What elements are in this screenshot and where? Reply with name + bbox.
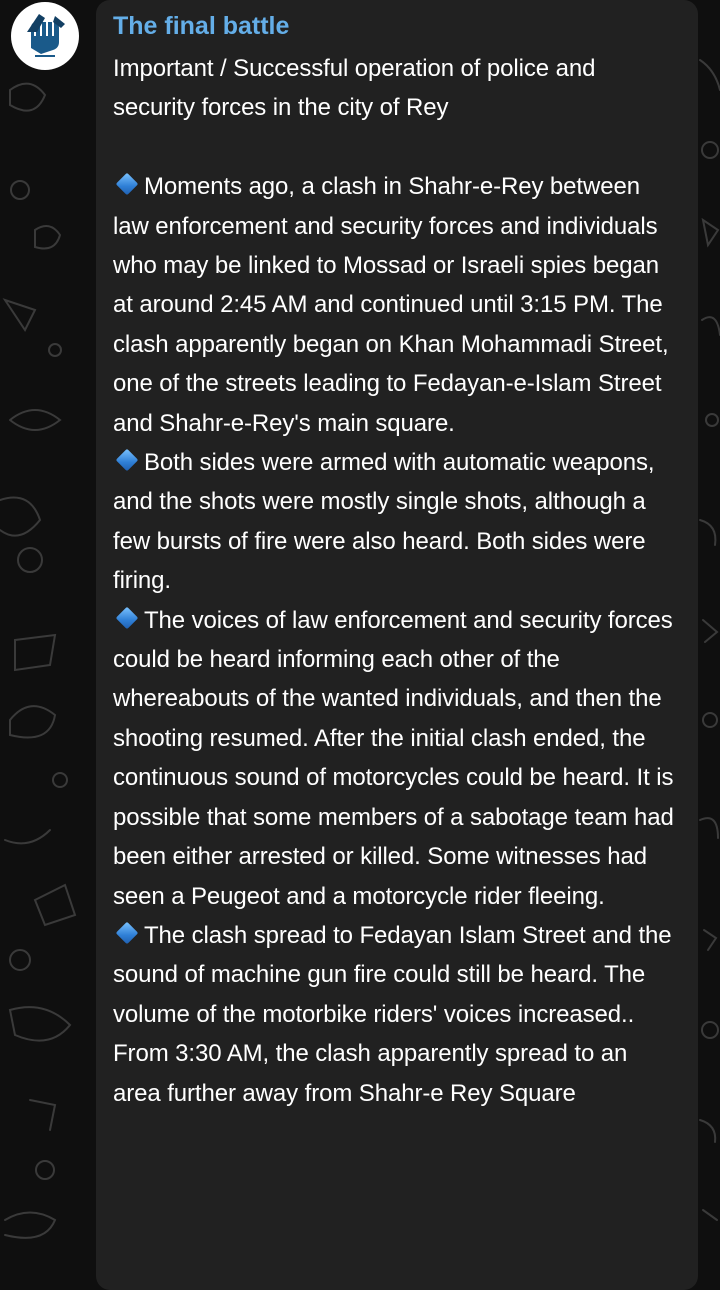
blue-diamond-icon [116,922,139,945]
message-text [113,49,678,1113]
paragraph-text: Both sides were armed with automatic weapons, and the shots were mostly single shots, although a few bursts of fire were also heard. Both sides were firing. [113,449,655,595]
blue-diamond-icon [116,173,139,196]
message-bubble [96,0,698,1290]
paragraph-text: Moments ago, a clash in Shahr-e-Rey between law enforcement and security forces and individuals who may be linked to Mossad or Israeli spies began at around 2:45 AM and continued until 3:15 PM. The clash apparently began on Khan Mohammadi Street, one of the streets leading to Fedayan-e-Islam Street and Shahr-e-Rey's main square. [113,173,669,437]
blue-diamond-icon [116,606,139,629]
message-paragraph [113,601,678,916]
paragraph-text: The clash spread to Fedayan Islam Street and the sound of machine gun fire could still be heard. The volume of the motorbike riders' voices increased.. From 3:30 AM, the clash apparently spread to an area further away from Shahr-e Rey Square [113,921,672,1107]
paragraph-spacer [113,128,678,167]
message-paragraph [113,167,678,443]
message-headline: Important / Successful operation of police and security forces in the city of Rey [113,55,596,122]
channel-avatar[interactable] [11,2,79,70]
channel-name[interactable]: The final battle [113,12,290,40]
message-paragraph [113,916,678,1113]
blue-diamond-icon [116,449,139,472]
message-paragraph [113,443,678,601]
paragraph-text: The voices of law enforcement and security forces could be heard informing each other of the whereabouts of the wanted individuals, and then the shooting resumed. After the initial clash ended, the continuous sound of motorcycles could be heard. It is possible that some members of a sabotage team had been either arrested or killed. Some witnesses had seen a Peugeot and a motorcycle rider fleeing. [113,606,674,910]
fist-logo-icon [11,2,79,70]
